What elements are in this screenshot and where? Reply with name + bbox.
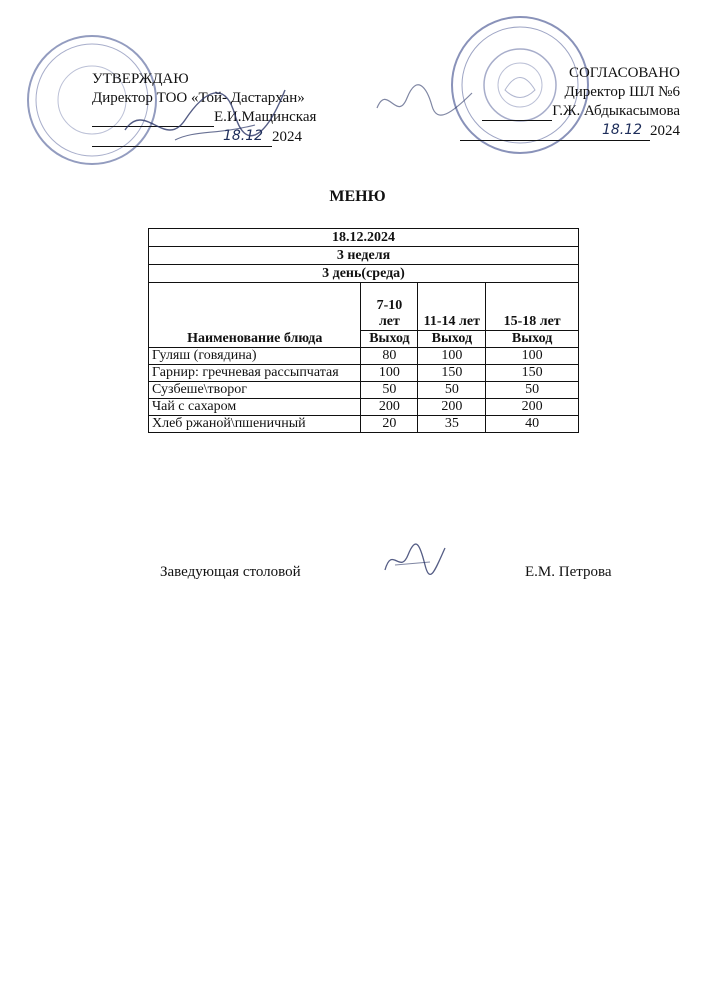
portion-value: 100 <box>361 365 418 382</box>
portion-value: 35 <box>418 416 486 433</box>
age-group-header: 7-10 лет <box>361 283 418 331</box>
footer-role: Заведующая столовой <box>160 564 301 580</box>
portion-value: 50 <box>486 382 579 399</box>
table-row <box>149 365 579 382</box>
portion-value: 150 <box>486 365 579 382</box>
menu-date: 18.12.2024 <box>149 229 579 247</box>
portion-value: 50 <box>361 382 418 399</box>
portion-value: 50 <box>418 382 486 399</box>
footer-name: Е.М. Петрова <box>525 564 612 580</box>
portion-value: 200 <box>418 399 486 416</box>
menu-table <box>148 228 579 433</box>
output-label: Выход <box>418 331 486 348</box>
table-row <box>149 382 579 399</box>
portion-value: 20 <box>361 416 418 433</box>
portion-value: 150 <box>418 365 486 382</box>
agree-name: Г.Ж. Абдыкасымова <box>552 103 680 119</box>
portion-value: 200 <box>361 399 418 416</box>
menu-week: 3 неделя <box>149 247 579 265</box>
page-title: МЕНЮ <box>329 188 386 205</box>
column-header-row <box>149 283 579 331</box>
approve-name: Е.И.Мащинская <box>214 109 317 125</box>
approve-title: УТВЕРЖДАЮ <box>92 71 189 87</box>
portion-value: 40 <box>486 416 579 433</box>
age-group-header: 11-14 лет <box>418 283 486 331</box>
agreement-block <box>450 64 680 141</box>
signature-footer <box>380 540 450 580</box>
output-label: Выход <box>361 331 418 348</box>
approve-position: Директор ТОО «Той- Дастархан» <box>92 90 305 106</box>
approve-date-hand: 18.12 <box>222 128 264 144</box>
dish-name: Чай с сахаром <box>149 399 361 416</box>
agree-title: СОГЛАСОВАНО <box>568 65 680 81</box>
day-row <box>149 265 579 283</box>
age-group-header: 15-18 лет <box>486 283 579 331</box>
agree-year: 2024 <box>650 123 680 139</box>
week-row <box>149 247 579 265</box>
portion-value: 100 <box>418 348 486 365</box>
agree-name-line <box>450 102 680 121</box>
dish-name: Гарнир: гречневая рассыпчатая <box>149 365 361 382</box>
approve-year: 2024 <box>272 129 302 145</box>
portion-value: 100 <box>486 348 579 365</box>
dish-name: Сузбеше\творог <box>149 382 361 399</box>
agree-position: Директор ШЛ №6 <box>564 84 680 100</box>
output-label: Выход <box>486 331 579 348</box>
portion-value: 200 <box>486 399 579 416</box>
portion-value: 80 <box>361 348 418 365</box>
date-row <box>149 229 579 247</box>
agree-date-line <box>450 121 680 141</box>
dish-name: Хлеб ржаной\пшеничный <box>149 416 361 433</box>
signature-left <box>115 60 315 160</box>
table-row <box>149 399 579 416</box>
table-row <box>149 416 579 433</box>
menu-day: 3 день(среда) <box>149 265 579 283</box>
agree-date-hand: 18.12 <box>601 122 643 138</box>
name-column-header: Наименование блюда <box>149 283 361 348</box>
table-row <box>149 348 579 365</box>
dish-name: Гуляш (говядина) <box>149 348 361 365</box>
